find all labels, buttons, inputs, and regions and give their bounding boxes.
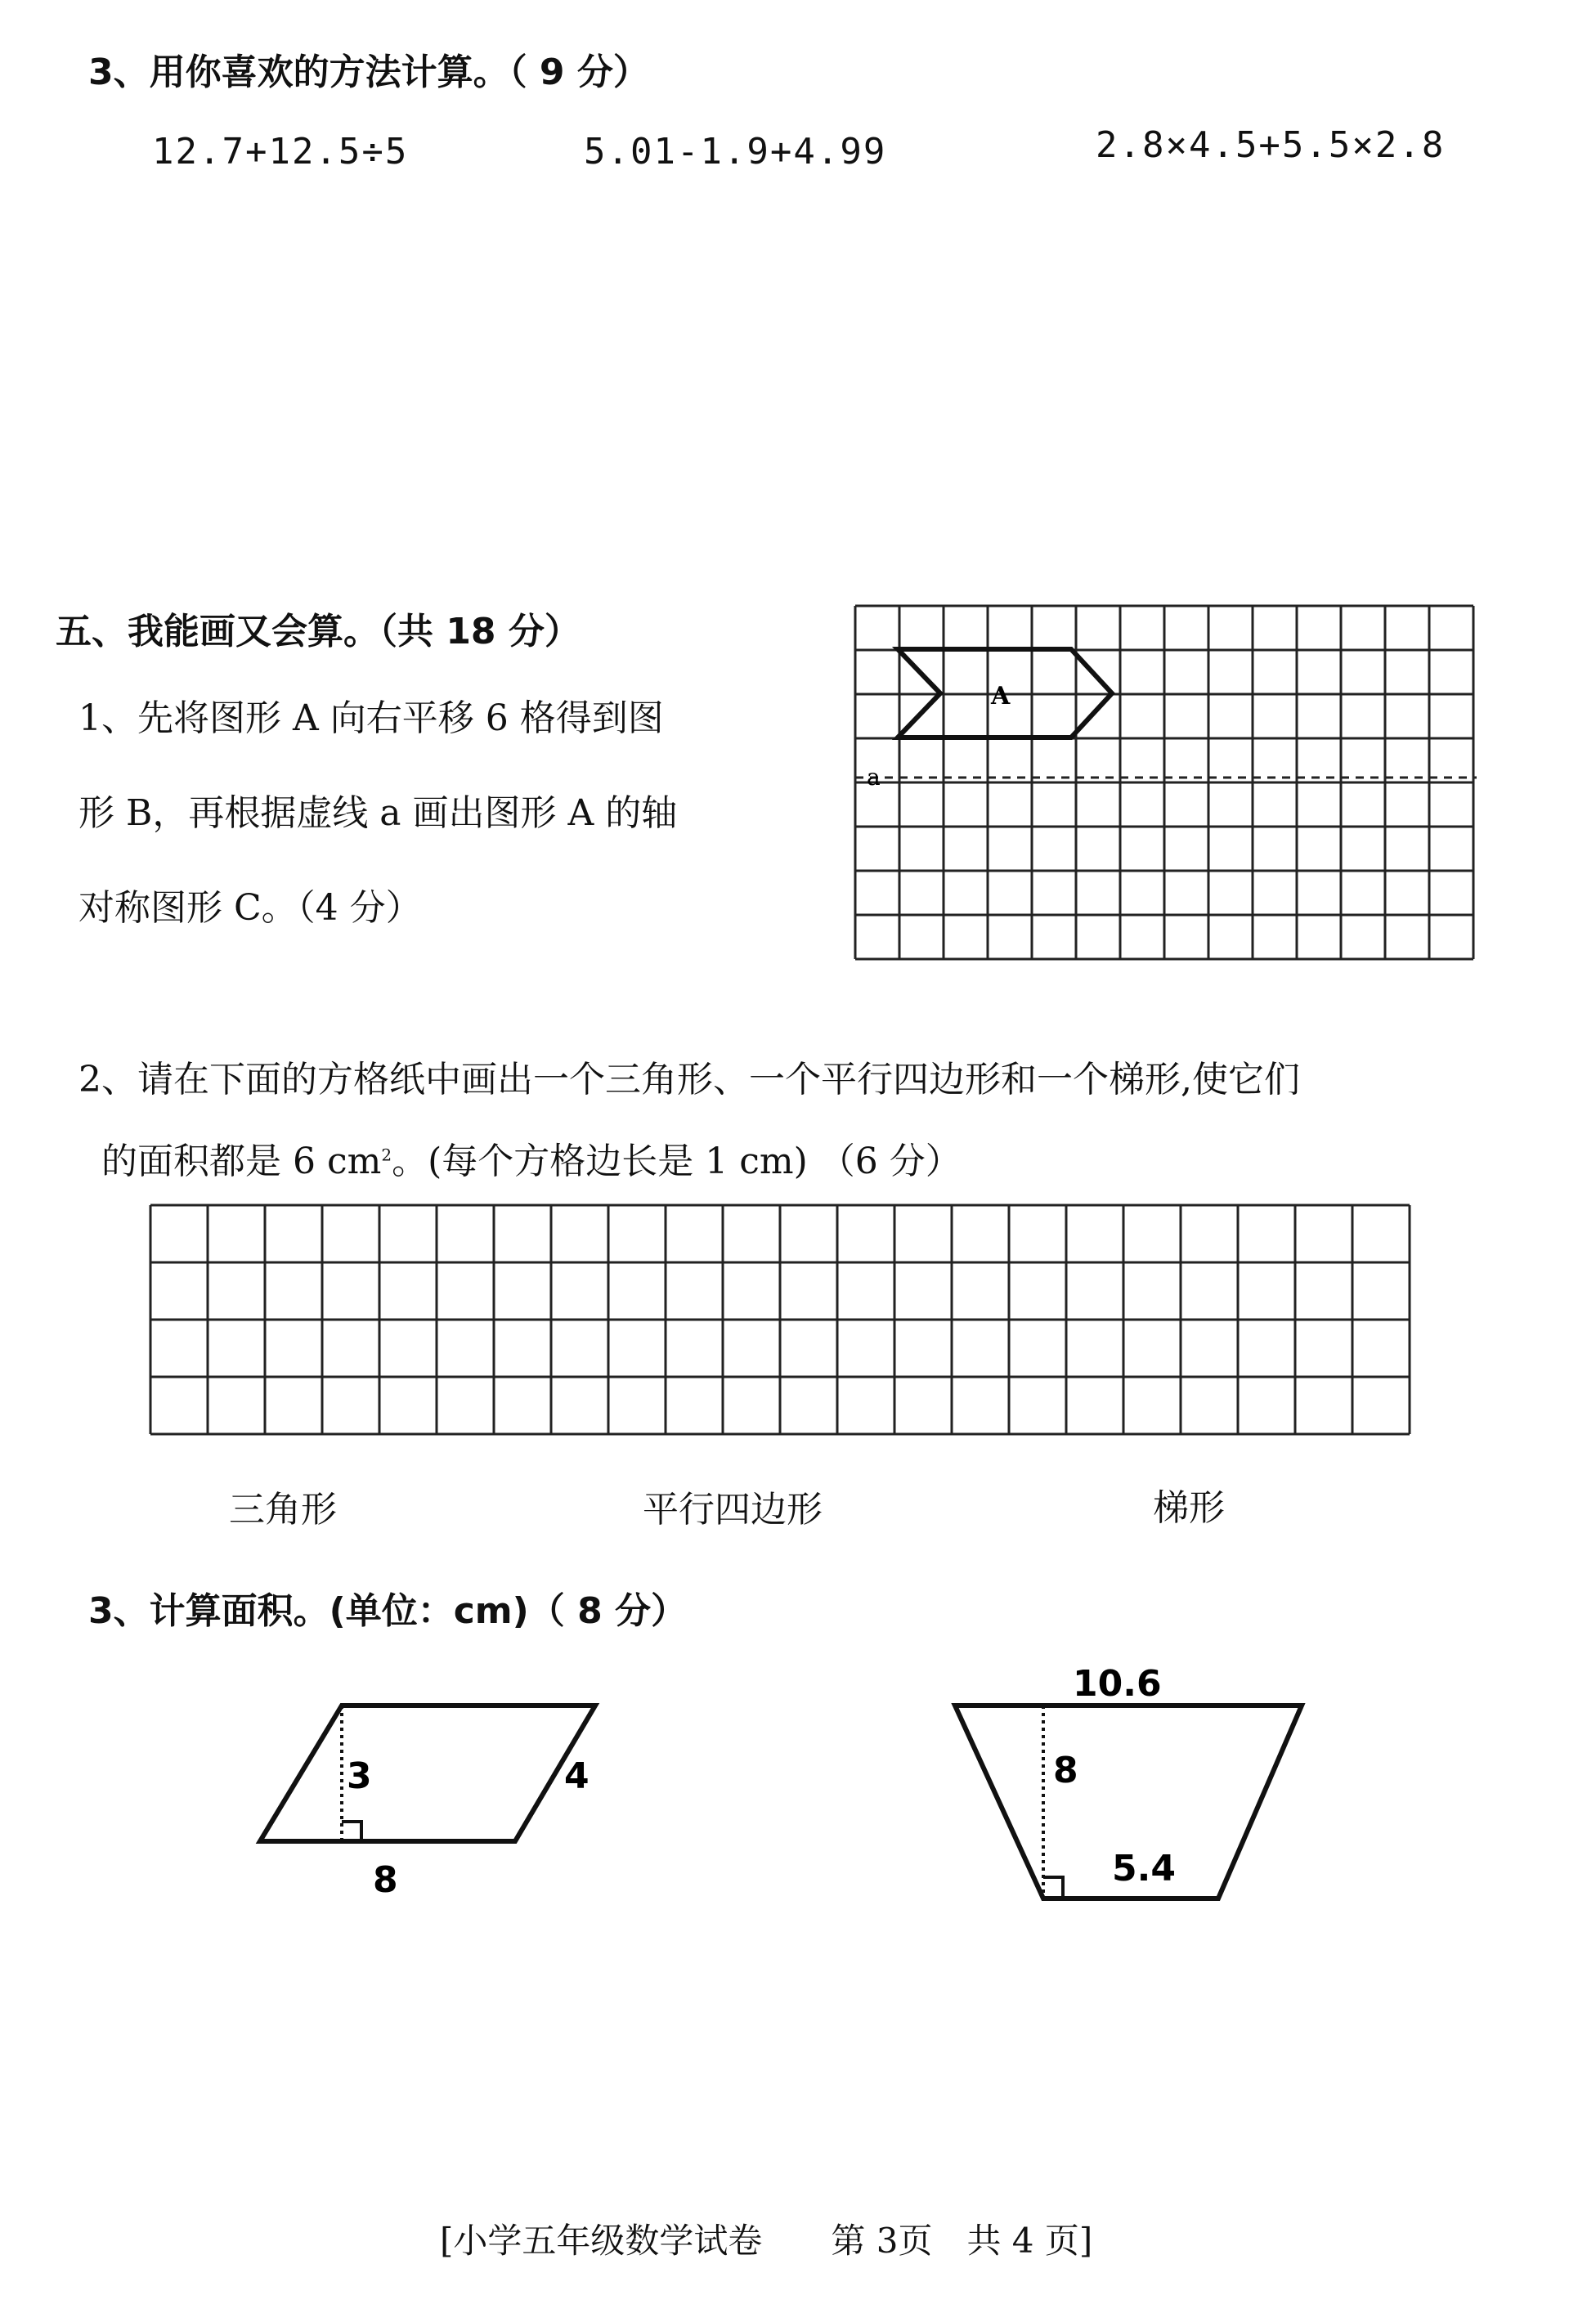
- right-angle-mark: [342, 1822, 361, 1841]
- expression-1: 12.7+12.5÷5: [152, 131, 409, 173]
- label-triangle: 三角形: [229, 1489, 337, 1531]
- label-trapezoid: 梯形: [1153, 1487, 1225, 1529]
- q2-line-2-tail: 。(每个方格边长是 1 cm) （6 分）: [392, 1141, 962, 1182]
- grid-lines: [855, 606, 1473, 959]
- area-grid: [147, 1202, 1410, 1436]
- q1-line-2: 形 B，再根据虚线 a 画出图形 A 的轴: [78, 792, 678, 834]
- q1-line-3: 对称图形 C。（4 分）: [78, 887, 422, 929]
- label-parallelogram: 平行四边形: [643, 1489, 823, 1531]
- q3-calc-title: 3、用你喜欢的方法计算。（ 9 分）: [88, 52, 649, 93]
- side-label: 4: [564, 1755, 590, 1797]
- right-angle-mark: [1043, 1877, 1063, 1898]
- axis-a-label: a: [867, 764, 881, 791]
- q2-line-2-text: 的面积都是 6 cm: [101, 1141, 382, 1182]
- trapezoid-figure: [940, 1663, 1316, 1913]
- height-label: 3: [347, 1755, 372, 1797]
- q3-area-title: 3、计算面积。(单位：cm)（ 8 分）: [88, 1590, 688, 1632]
- footer: [小学五年级数学试卷 第 3页 共 4 页]: [440, 2221, 1093, 2261]
- superscript-2: 2: [381, 1145, 392, 1165]
- bottom-base-label: 5.4: [1112, 1848, 1176, 1889]
- parallelogram: [260, 1706, 595, 1841]
- parallelogram-figure: [245, 1684, 621, 1905]
- base-label: 8: [373, 1859, 398, 1901]
- q2-line-2: [101, 1132, 962, 1184]
- top-base-label: 10.6: [1073, 1663, 1162, 1705]
- translation-grid: [850, 603, 1480, 963]
- q2-line-1: 2、请在下面的方格纸中画出一个三角形、一个平行四边形和一个梯形,使它们: [78, 1059, 1300, 1100]
- section5-title: 五、我能画又会算。（共 18 分）: [56, 611, 581, 652]
- expression-2: 5.01-1.9+4.99: [584, 131, 887, 173]
- shape-a-label: A: [991, 682, 1011, 710]
- expression-3: 2.8×4.5+5.5×2.8: [1096, 124, 1446, 166]
- grid-lines: [150, 1205, 1410, 1434]
- q1-line-1: 1、先将图形 A 向右平移 6 格得到图: [78, 697, 664, 739]
- height-label: 8: [1053, 1750, 1078, 1791]
